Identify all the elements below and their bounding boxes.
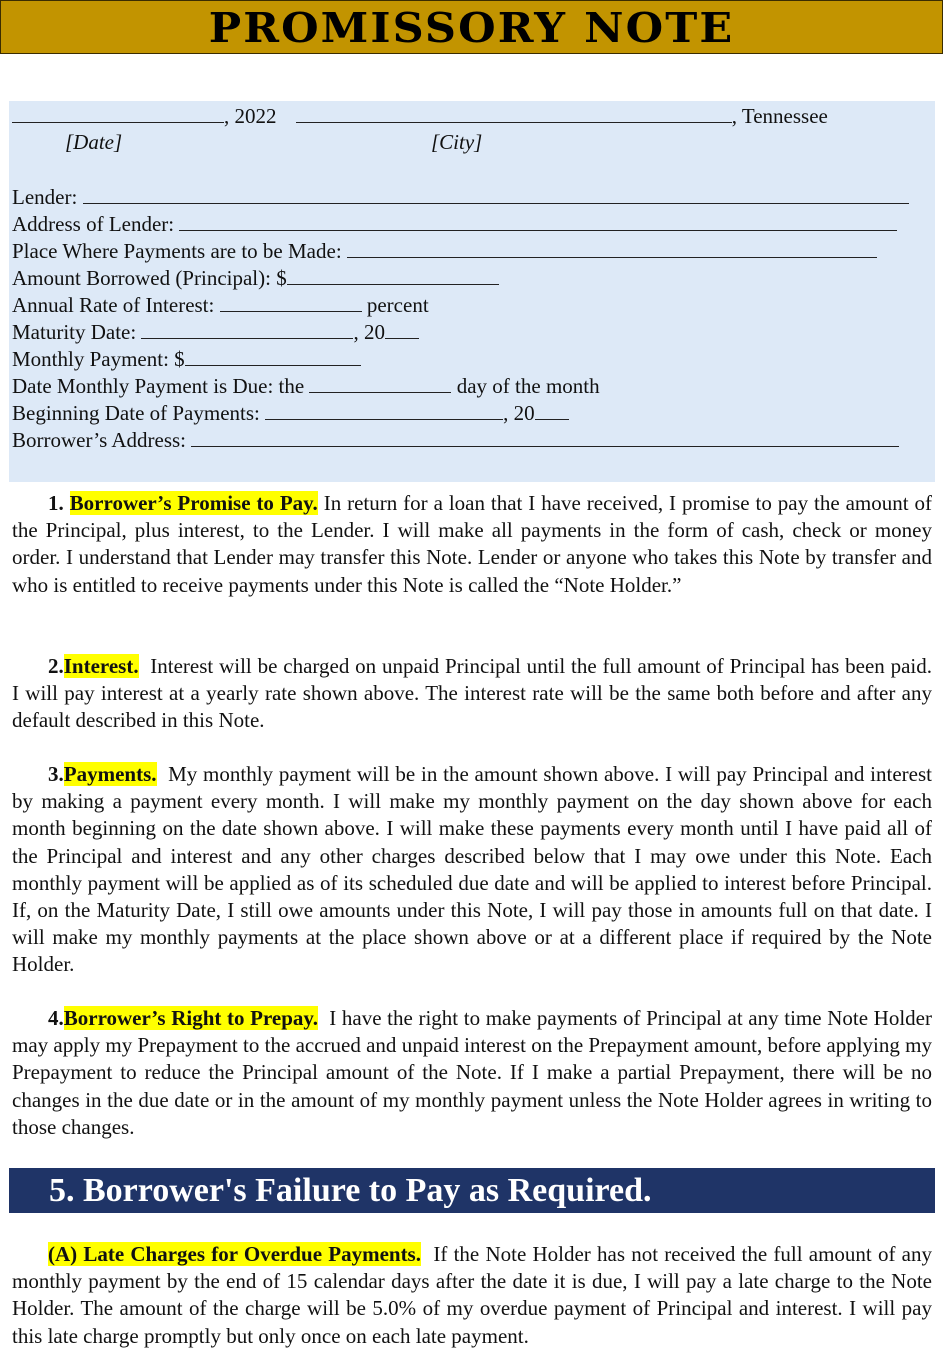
section-4-body: I have the right to make payments of Principal at any time Note Holder may apply my Prepayment to the accrued and unpaid interest on the Prepayment amount, before applying my Prepayment to reduce the Principal amount of the Note. If I make a partial Prepayment, there will be no changes in the due date or in the amount of my monthly payment unless the Note Holder agrees in writing to those changes.	[12, 1006, 932, 1139]
due-day-prefix: Date Monthly Payment is Due: the	[12, 374, 305, 398]
lender-row	[12, 183, 909, 211]
beginning-date-field[interactable]	[265, 399, 503, 420]
section-5a-heading: (A) Late Charges for Overdue Payments.	[48, 1242, 421, 1266]
section-3-number: 3.	[48, 762, 64, 786]
interest-rate-row	[12, 291, 429, 319]
lender-address-row	[12, 210, 897, 238]
section-1-heading: Borrower’s Promise to Pay.	[69, 491, 318, 515]
date-field[interactable]	[12, 102, 224, 123]
due-day-suffix: day of the month	[456, 374, 600, 398]
document-title: PROMISSORY NOTE	[208, 4, 735, 52]
maturity-label: Maturity Date:	[12, 320, 137, 344]
section-2-body: Interest will be charged on unpaid Principal until the full amount of Principal has been paid. I will pay interest at a yearly rate shown above. The interest rate will be the same both before and after any default described in this Note.	[12, 654, 933, 733]
payment-place-label: Place Where Payments are to be Made:	[12, 239, 342, 263]
beginning-year-text: , 20	[503, 401, 535, 425]
section-4-heading: Borrower’s Right to Prepay.	[63, 1006, 319, 1030]
interest-rate-field[interactable]	[220, 291, 362, 312]
section-3-body: My monthly payment will be in the amount shown above. I will pay Principal and interest by making a payment every month. I will make my monthly payment on the day shown above for each month beginning on the date shown above. I will make these payments every month until I have paid all of the Principal and interest and any other charges described below that I may owe under this Note. Each monthly payment will be applied as of its scheduled due date and will be applied to interest before Principal. If, on the Maturity Date, I still owe amounts under this Note, I will pay those in amounts full on that date. I will make my monthly payments at the place shown above or at a different place if required by the Note Holder.	[12, 762, 932, 977]
monthly-payment-label: Monthly Payment: $	[12, 347, 185, 371]
city-caption: [City]	[431, 130, 483, 154]
lender-label: Lender:	[12, 185, 78, 209]
section-2-number: 2.	[48, 654, 64, 678]
borrower-address-row	[12, 426, 899, 454]
section-5-banner	[9, 1168, 935, 1213]
beginning-date-label: Beginning Date of Payments:	[12, 401, 260, 425]
interest-rate-label: Annual Rate of Interest:	[12, 293, 215, 317]
due-day-row	[12, 372, 600, 400]
section-4-number: 4.	[48, 1006, 64, 1030]
lender-address-label: Address of Lender:	[12, 212, 175, 236]
maturity-year-field[interactable]	[385, 318, 419, 339]
borrower-address-field[interactable]	[191, 426, 899, 447]
city-field[interactable]	[296, 102, 732, 123]
lender-address-field[interactable]	[179, 210, 897, 231]
section-5-title: 5. Borrower's Failure to Pay as Required.	[49, 1172, 652, 1209]
section-3-heading: Payments.	[63, 762, 157, 786]
amount-field[interactable]	[287, 264, 499, 285]
section-1-number: 1.	[48, 491, 64, 515]
maturity-year-text: , 20	[353, 320, 385, 344]
loan-details-panel	[9, 101, 935, 482]
title-banner	[0, 0, 943, 54]
date-caption: [Date]	[65, 130, 123, 154]
date-city-row	[12, 102, 828, 130]
beginning-year-field[interactable]	[535, 399, 569, 420]
section-1-body: In return for a loan that I have received, I promise to pay the amount of the Principal, plus interest, to the Lender. I will make all payments in the form of cash, check or money order. I understand that Lender may transfer this Note. Lender or anyone who takes this Note by transfer and who is entitled to receive payments under this Note is called the “Note Holder.”	[12, 491, 933, 597]
section-5a-body: If the Note Holder has not received the full amount of any monthly payment by the end of 15 calendar days after the date it is due, I will pay a late charge to the Note Holder. The amount of the charge will be 5.0% of my overdue payment of Principal and interest. I will pay this late charge promptly but only once on each late payment.	[12, 1242, 932, 1348]
maturity-field[interactable]	[141, 318, 353, 339]
monthly-payment-field[interactable]	[185, 345, 361, 366]
section-3-paragraph	[12, 761, 932, 979]
beginning-date-row	[12, 399, 569, 427]
maturity-row	[12, 318, 419, 346]
payment-place-row	[12, 237, 877, 265]
section-4-paragraph	[12, 1005, 932, 1141]
section-2-paragraph	[12, 653, 932, 735]
section-5a-paragraph	[12, 1241, 932, 1350]
monthly-payment-row	[12, 345, 361, 373]
due-day-field[interactable]	[309, 372, 451, 393]
lender-field[interactable]	[83, 183, 909, 204]
borrower-address-label: Borrower’s Address:	[12, 428, 187, 452]
interest-rate-unit: percent	[366, 293, 429, 317]
section-2-heading: Interest.	[63, 654, 139, 678]
amount-label: Amount Borrowed (Principal): $	[12, 266, 287, 290]
date-year-text: , 2022	[224, 104, 277, 128]
amount-row	[12, 264, 499, 292]
state-text: , Tennessee	[731, 104, 828, 128]
payment-place-field[interactable]	[347, 237, 877, 258]
section-1-paragraph	[12, 490, 932, 599]
